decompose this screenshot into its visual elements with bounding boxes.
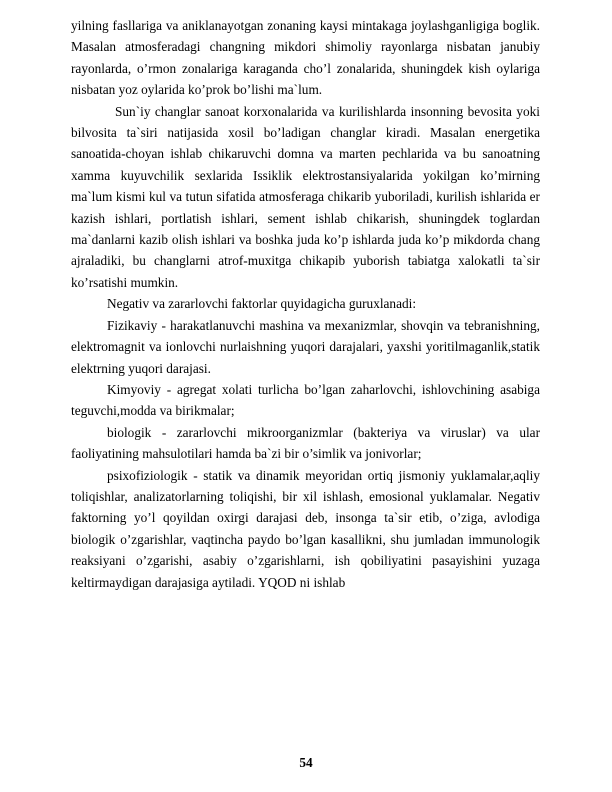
paragraph-dust-seasons: yilning fasllariga va aniklanayotgan zonaning kaysi mintakaga joylashganligiga boglik. Masalan atmosferadagi changning mikdori shimoliy rayonlarga nisbatan janubiy rayonlarda, o’rmon zonalariga karaganda cho’l zonalarida, shuningdek kish oylariga nisbatan yoz oylarida ko’prok bo’lishi ma`lum. — [71, 18, 540, 98]
paragraph-chemical-factors: Kimyoviy - agregat xolati turlicha bo’lgan zaharlovchi, ishlovchining asabiga teguvchi,modda va birikmalar; — [71, 381, 540, 419]
paragraph-psychophysiological-factors: psixofiziologik - statik va dinamik meyoridan ortiq jismoniy yuklamalar,aqliy toliqishlar, analizatorlarning toliqishi, bir xil ishlash, emosional yuklamalar. Negativ faktorning yo’l qoyildan oxirgi darajasi deb, insonga ta`sir etib, o’ziga, avlodiga biologik o’zgarishlar, vaqtincha paydo bo’lgan kasallikni, shu jumladan immunologik reaksiyani o’zgarishi, asabiy o’zgarishlarni, ish qobiliyatini pasayishini yuzaga keltirmaydigan darajasiga aytiladi. YQOD ni ishlab — [71, 467, 540, 590]
paragraph-negative-factors-intro: Negativ va zararlovchi faktorlar quyidagicha guruxlanadi: — [107, 296, 417, 312]
page-number: 54 — [299, 755, 313, 770]
paragraph-biological-factors: biologik - zararlovchi mikroorganizmlar (bakteriya va viruslar) va ular faoliyatining mahsulotilari hamda ba`zi bir o’simlik va jonivorlar; — [71, 424, 540, 462]
page-body — [71, 15, 540, 593]
paragraph-physical-factors: Fizikaviy - harakatlanuvchi mashina va mexanizmlar, shovqin va tebranishning, elektromagnit va ionlovchi nurlaishning yuqori darajalari, yaxshi yoritilmaganlik,statik elektrning yuqori darajasi. — [71, 317, 540, 376]
paragraph-artificial-dust: Sun`iy changlar sanoat korxonalarida va kurilishlarda insonning bevosita yoki bilvosita ta`siri natijasida xosil bo’ladigan changlar kiradi. Masalan energetika sanoatida-choyan ishlab chikaruvchi domna va marten pechlarida va bu sanoatning xamma kuyuvchilik sexlarida Issiklik elektrostansiyalarida yokilgan ko’mirning ma`lum kismi kul va tutun sifatida atmosferaga chikarib yuboriladi, kurilish ishlarida er kazish ishlari, portlatish ishlari, sement ishlab chikarish, shuningdek toglardan ma`danlarni kazib olish ishlari va boshka juda ko’p ishlarda juda ko’p mikdorda chang ajraladiki, bu changlarni atrof-muxitga chikapib yuborish tabiatga xalokatli ta`sir ko’rsatishi mumkin. — [71, 103, 540, 290]
